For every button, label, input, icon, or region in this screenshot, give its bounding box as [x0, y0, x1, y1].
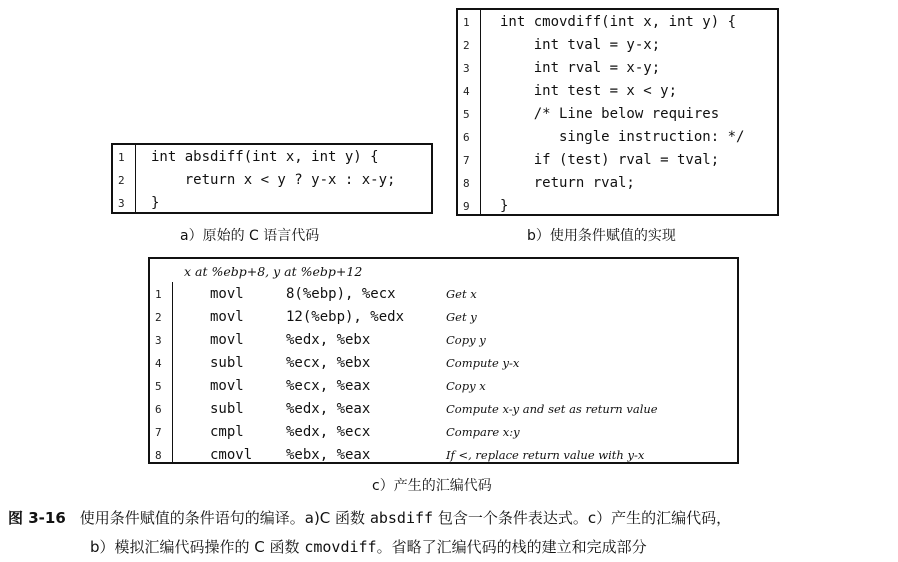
code-text: if (test) rval = tval; — [500, 152, 720, 168]
asm-operands: %edx, %ecx — [286, 424, 371, 440]
line-number: 8 — [463, 177, 470, 190]
line-number: 4 — [155, 357, 162, 370]
line-number: 2 — [155, 311, 162, 324]
figure-caption-line-2 — [90, 536, 647, 557]
figure-caption-text: 包含一个条件表达式。c）产生的汇编代码， — [437, 509, 732, 527]
asm-opcode: cmovl — [210, 447, 253, 463]
figure-caption-line-1 — [8, 507, 731, 528]
code-line — [458, 103, 777, 126]
code-line — [458, 34, 777, 57]
line-number: 3 — [155, 334, 162, 347]
asm-comment: Compare x:y — [446, 425, 520, 439]
asm-line — [150, 398, 737, 421]
code-line — [458, 149, 777, 172]
figure-label: 图 3-16 — [8, 509, 66, 527]
panel-b-code-box — [456, 8, 779, 216]
code-text: /* Line below requires — [500, 106, 720, 122]
line-number: 1 — [118, 151, 125, 164]
code-text: int absdiff(int x, int y) { — [151, 149, 379, 165]
code-text: single instruction: */ — [500, 129, 745, 145]
asm-opcode: subl — [210, 401, 244, 417]
asm-opcode: cmpl — [210, 424, 244, 440]
code-text: int rval = x-y; — [500, 60, 661, 76]
asm-line — [150, 283, 737, 306]
asm-line — [150, 329, 737, 352]
asm-line — [150, 375, 737, 398]
code-text: return rval; — [500, 175, 635, 191]
line-number: 2 — [118, 174, 125, 187]
function-name-absdiff: absdiff — [369, 509, 434, 527]
panel-c-caption: c）产生的汇编代码 — [372, 478, 492, 494]
code-text: int tval = y-x; — [500, 37, 661, 53]
asm-comment: Copy y — [446, 333, 486, 347]
asm-opcode: movl — [210, 332, 244, 348]
code-line — [458, 80, 777, 103]
code-text: return x < y ? y-x : x-y; — [151, 172, 396, 188]
asm-line — [150, 352, 737, 375]
code-line — [458, 172, 777, 195]
figure-caption-text: b）模拟汇编代码操作的 C 函数 — [90, 538, 300, 556]
code-line — [458, 11, 777, 34]
register-note: x at %ebp+8, y at %ebp+12 — [184, 264, 363, 279]
asm-comment: Get x — [446, 287, 477, 301]
asm-comment: Copy x — [446, 379, 486, 393]
code-text: int cmovdiff(int x, int y) { — [500, 14, 737, 30]
asm-comment: If <, replace return value with y-x — [446, 448, 645, 462]
panel-a-caption: a）原始的 C 语言代码 — [180, 228, 320, 244]
line-number: 1 — [463, 16, 470, 29]
asm-operands: %edx, %ebx — [286, 332, 371, 348]
line-number: 5 — [155, 380, 162, 393]
asm-operands: 8(%ebp), %ecx — [286, 286, 396, 302]
panel-a-code-box — [111, 143, 433, 214]
asm-comment: Compute x-y and set as return value — [446, 402, 658, 416]
figure-caption-text: 使用条件赋值的条件语句的编译。a)C 函数 — [79, 509, 366, 527]
asm-comment: Get y — [446, 310, 477, 324]
line-number: 7 — [463, 154, 470, 167]
line-number: 7 — [155, 426, 162, 439]
asm-line — [150, 306, 737, 329]
asm-operands: %ebx, %eax — [286, 447, 371, 463]
figure-caption-text: 。省略了汇编代码的栈的建立和完成部分 — [376, 538, 647, 556]
asm-comment: Compute y-x — [446, 356, 520, 370]
line-number: 3 — [118, 197, 125, 210]
asm-operands: %ecx, %ebx — [286, 355, 371, 371]
code-line — [113, 146, 431, 169]
code-text: } — [151, 195, 160, 211]
line-number: 3 — [463, 62, 470, 75]
code-text: int test = x < y; — [500, 83, 678, 99]
code-line — [458, 57, 777, 80]
code-line — [458, 195, 777, 218]
asm-opcode: movl — [210, 286, 244, 302]
asm-opcode: movl — [210, 309, 244, 325]
asm-operands: %edx, %eax — [286, 401, 371, 417]
code-line — [113, 169, 431, 192]
asm-operands: 12(%ebp), %edx — [286, 309, 405, 325]
asm-line — [150, 421, 737, 444]
line-number: 1 — [155, 288, 162, 301]
code-text: } — [500, 198, 509, 214]
code-line — [113, 192, 431, 215]
asm-operands: %ecx, %eax — [286, 378, 371, 394]
line-number: 2 — [463, 39, 470, 52]
line-number: 5 — [463, 108, 470, 121]
line-number: 6 — [155, 403, 162, 416]
line-number: 4 — [463, 85, 470, 98]
line-number: 6 — [463, 131, 470, 144]
asm-line — [150, 444, 737, 467]
panel-b-caption: b）使用条件赋值的实现 — [527, 228, 676, 244]
function-name-cmovdiff: cmovdiff — [304, 538, 377, 556]
register-header — [150, 260, 737, 283]
asm-opcode: movl — [210, 378, 244, 394]
code-line — [458, 126, 777, 149]
panel-c-code-box — [148, 257, 739, 464]
line-number: 8 — [155, 449, 162, 462]
line-number: 9 — [463, 200, 470, 213]
asm-opcode: subl — [210, 355, 244, 371]
